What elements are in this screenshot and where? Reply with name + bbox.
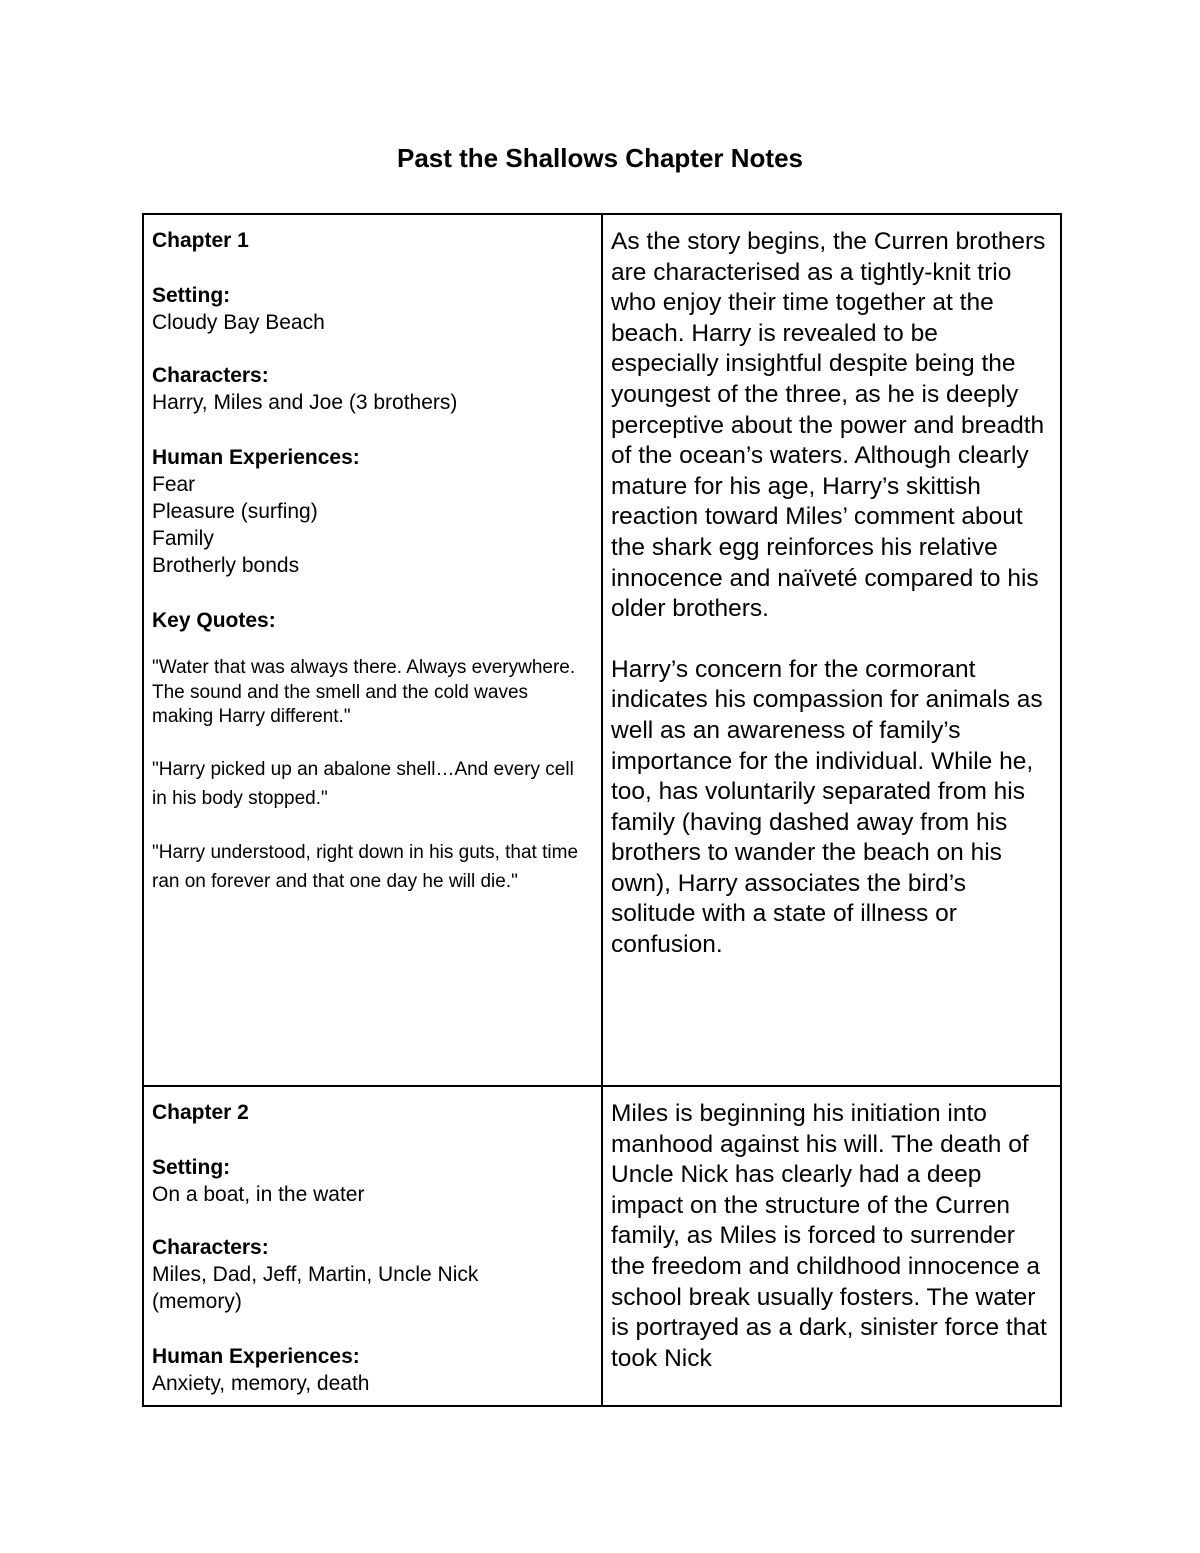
chapter-details-cell bbox=[143, 214, 602, 1086]
characters-value: (memory) bbox=[152, 1290, 242, 1313]
page-title: Past the Shallows Chapter Notes bbox=[397, 143, 803, 173]
chapter-analysis-cell bbox=[602, 1086, 1061, 1406]
experiences-label: Human Experiences: bbox=[152, 1345, 360, 1368]
table-row bbox=[143, 1086, 1061, 1406]
chapter-analysis-cell bbox=[602, 214, 1061, 1086]
setting-label: Setting: bbox=[152, 1156, 231, 1179]
key-quote: "Harry picked up an abalone shell…And every cell in his body stopped." bbox=[152, 758, 574, 809]
characters-value: Miles, Dad, Jeff, Martin, Uncle Nick bbox=[152, 1263, 479, 1286]
characters-label: Characters: bbox=[152, 364, 269, 387]
chapter-notes-table bbox=[142, 213, 1062, 1407]
setting-value: On a boat, in the water bbox=[152, 1183, 365, 1206]
setting-label: Setting: bbox=[152, 284, 231, 307]
chapter-heading: Chapter 1 bbox=[152, 229, 249, 252]
experience-item: Brotherly bonds bbox=[152, 554, 300, 577]
analysis-paragraph: Harry’s concern for the cormorant indicates his compassion for animals as well as an awareness of family’s importance for the individual. While he, too, has voluntarily separated from his family (having dashed away from his brothers to wander the beach on his own), Harry associates the bird’s solitude with a state of illness or confusion. bbox=[611, 655, 1043, 959]
experience-item: Anxiety, memory, death bbox=[152, 1372, 370, 1395]
chapter-details-cell bbox=[143, 1086, 602, 1406]
characters-label: Characters: bbox=[152, 1236, 269, 1259]
analysis-paragraph: Miles is beginning his initiation into manhood against his will. The death of Uncle Nick has clearly had a deep impact on the structure of the Curren family, as Miles is forced to surrender the freedom and childhood innocence a school break usually fosters. The water is portrayed as a dark, sinister force that took Nick bbox=[611, 1100, 1047, 1372]
characters-value: Harry, Miles and Joe (3 brothers) bbox=[152, 391, 458, 414]
key-quotes-label: Key Quotes: bbox=[152, 609, 276, 632]
key-quote: "Water that was always there. Always everywhere. The sound and the smell and the cold waves making Harry different." bbox=[152, 657, 576, 727]
table-row bbox=[143, 214, 1061, 1086]
key-quote: "Harry understood, right down in his guts, that time ran on forever and that one day he will die." bbox=[152, 841, 579, 892]
experience-item: Fear bbox=[152, 473, 196, 496]
chapter-heading: Chapter 2 bbox=[152, 1101, 249, 1124]
experience-item: Family bbox=[152, 527, 214, 550]
experience-item: Pleasure (surfing) bbox=[152, 500, 318, 523]
experiences-label: Human Experiences: bbox=[152, 446, 360, 469]
analysis-paragraph: As the story begins, the Curren brothers are characterised as a tightly-knit trio who enjoy their time together at the beach. Harry is revealed to be especially insightful despite being the youngest of the three, as he is deeply perceptive about the power and breadth of the ocean’s waters. Although clearly mature for his age, Harry’s skittish reaction toward Miles’ comment about the shark egg reinforces his relative innocence and naïveté compared to his older brothers. bbox=[611, 228, 1046, 623]
setting-value: Cloudy Bay Beach bbox=[152, 311, 325, 334]
